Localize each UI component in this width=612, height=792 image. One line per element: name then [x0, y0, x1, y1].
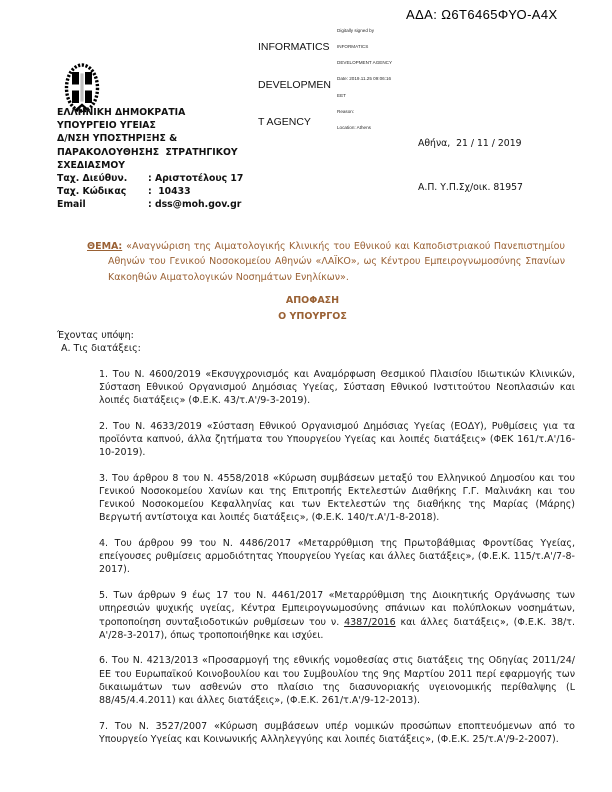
- ministry-header: [57, 106, 238, 172]
- date-protocol-block: [418, 108, 523, 224]
- decision-title: ΑΠΟΦΑΣΗ: [285, 295, 340, 307]
- contact-label: Ταχ. Κώδικας: [57, 186, 127, 198]
- provisions-list: [99, 368, 575, 747]
- ada-code: ΑΔΑ: Ω6Τ6465ΦΥΟ-Α4Χ: [406, 7, 558, 22]
- org-line: ΣΧΕΔΙΑΣΜΟΥ: [57, 159, 125, 171]
- provision-item-2: 2. Του Ν. 4633/2019 «Σύσταση Εθνικού Οργανισμού Δημόσιας Υγείας (ΕΟΔΥ), Ρυθμίσεις για τα προϊόντα καπνού, άλλα ζητήματα του Υπουργείου Υγείας και λοιπές διατάξεις» (ΦΕΚ 161/τ.Α'/16-10-2019).: [99, 420, 575, 459]
- contact-row-email: [57, 198, 243, 211]
- signature-agency-stamp: [258, 16, 331, 154]
- section-a-line: Α. Τις διατάξεις:: [61, 342, 141, 354]
- org-line: ΕΛΛΗΝΙΚΗ ΔΗΜΟΚΡΑΤΙΑ: [57, 107, 186, 118]
- contact-row-address: [57, 172, 243, 185]
- signature-details: [337, 17, 392, 141]
- city-date: Αθήνα, 21 / 11 / 2019: [418, 138, 522, 149]
- provision-item-7: 7. Του Ν. 3527/2007 «Κύρωση συμβάσεων υπέρ νομικών προσώπων εποπτευόμενων από το Υπουργείο Υγείας και Κοινωνικής Αλληλεγγύης και λοιπές διατάξεις», (Φ.Ε.Κ. 25/τ.Α'/9-2-2007).: [99, 720, 575, 745]
- signature-detail-line: INFORMATICS: [337, 44, 369, 50]
- contact-value: : dss@moh.gov.gr: [148, 199, 242, 211]
- provision-item-5: [99, 589, 575, 642]
- having-regard-line: Έχοντας υπόψη:: [57, 329, 134, 341]
- document-body: [57, 239, 575, 746]
- subject-label: ΘΕΜΑ:: [87, 241, 123, 252]
- signature-detail-line: DEVELOPMENT AGENCY: [337, 60, 393, 66]
- minister-title: Ο ΥΠΟΥΡΓΟΣ: [278, 311, 347, 323]
- org-line: ΠΑΡΑΚΟΛΟΥΘΗΣΗΣ ΣΤΡΑΤΗΓΙΚΟΥ: [57, 146, 238, 158]
- contact-row-postcode: [57, 185, 243, 198]
- signature-detail-line: Reason:: [337, 108, 355, 114]
- signature-agency-line: INFORMATICS: [258, 41, 330, 53]
- protocol-number: Α.Π. Υ.Π.Σχ/οικ. 81957: [418, 181, 523, 193]
- signature-detail-line: Digitally signed by: [337, 27, 375, 33]
- provision-item-3: 3. Του άρθρου 8 του Ν. 4558/2018 «Κύρωση συμβάσεων μεταξύ του Ελληνικού Δημοσίου και του Γενικού Νοσοκομείου Χανίων και της Επιτροπής Εκτελεστών Διαθήκης Γ.Γ. Μαλινάκη και του Γενικού Νοσοκομείου Κεφαλληνίας και των Εκτελεστών της διαθήκης της Μαρίας (Μάρης) Βεργωτή αντίστοιχα και λοιπές διατάξεις», (Φ.Ε.Κ. 140/τ.Α'/1-8-2018).: [99, 472, 575, 524]
- contact-label: Email: [57, 199, 86, 211]
- provision-item-5-text: 5. Των άρθρων 9 έως 17 του Ν. 4461/2017 «Μεταρρύθμιση της Διοικητικής Οργάνωσης των υπηρεσιών ψυχικής υγείας, Κέντρα Εμπειρογνωμοσύνης σπάνιων και πολύπλοκων νοσημάτων, τροποποίηση συνταξιοδοτικών ρυθμίσεων του ν.: [99, 590, 575, 628]
- law-4387-2016-link[interactable]: 4387/2016: [344, 616, 396, 628]
- contact-value: : 10433: [148, 186, 191, 198]
- signature-detail-line: EET: [337, 92, 346, 98]
- signature-agency-line: DEVELOPMEN: [258, 78, 331, 91]
- provision-item-4: 4. Του άρθρου 99 του Ν. 4486/2017 «Μεταρρύθμιση της Πρωτοβάθμιας Φροντίδας Υγείας, επείγουσες ρυθμίσεις αρμοδιότητας Υπουργείου Υγείας και άλλες διατάξεις», (Φ.Ε.Κ. 115/τ.Α'/7-8-2017).: [99, 538, 575, 576]
- subject-paragraph: [87, 239, 565, 285]
- provision-item-1: 1. Του Ν. 4600/2019 «Εκσυγχρονισμός και Αναμόρφωση Θεσμικού Πλαισίου Ιδιωτικών Κλινικών, Σύσταση Εθνικού Οργανισμού Δημόσιας Υγείας, Σύσταση Εθνικού Ινστιτούτου Νεοπλασιών και λοιπές διατάξεις» (Φ.Ε.Κ. 43/τ.Α'/9-3-2019).: [99, 368, 575, 406]
- org-line: ΥΠΟΥΡΓΕΙΟ ΥΓΕΙΑΣ: [57, 120, 156, 132]
- provision-item-6: 6. Του Ν. 4213/2013 «Προσαρμογή της εθνικής νομοθεσίας στις διατάξεις της Οδηγίας 2011/24/ΕΕ του Ευρωπαϊκού Κοινοβουλίου και του Συμβουλίου της 9ης Μαρτίου 2011 περί εφαρμογής των δικαιωμάτων των ασθενών στο πλαίσιο της διασυνοριακής υγειονομικής περίθαλψης (L 88/45/4.4.2011) και άλλες διατάξεις», (Φ.Ε.Κ. 261/τ.Α'/9-12-2013).: [99, 655, 575, 707]
- contact-info: [57, 172, 243, 212]
- signature-agency-line: T AGENCY: [258, 116, 311, 128]
- contact-value: : Αριστοτέλους 17: [148, 173, 244, 184]
- signature-detail-line: Location: Athens: [337, 125, 371, 131]
- contact-label: Ταχ. Διεύθυν.: [57, 173, 128, 184]
- provision-item-5-text: και άλλες διατάξεις», (Φ.Ε.Κ. 38/τ. Α'/28-3-2017), όπως τροποποιήθηκε και ισχύει.: [99, 616, 575, 641]
- org-line: Δ/ΝΣΗ ΥΠΟΣΤΗΡΙΞΗΣ &: [57, 133, 178, 145]
- signature-detail-line: Date: 2019.11.25 09:06:16: [337, 76, 392, 82]
- subject-text: «Αναγνώριση της Αιματολογικής Κλινικής του Εθνικού και Καποδιστριακού Πανεπιστημίου Αθηνών του Γενικού Νοσοκομείου Αθηνών «ΛΑΪΚΟ», ως Κέντρου Εμπειρογνωμοσύνης Σπανίων Κακοηθών Αιματολογικών Νοσημάτων Ενηλίκων».: [108, 241, 565, 283]
